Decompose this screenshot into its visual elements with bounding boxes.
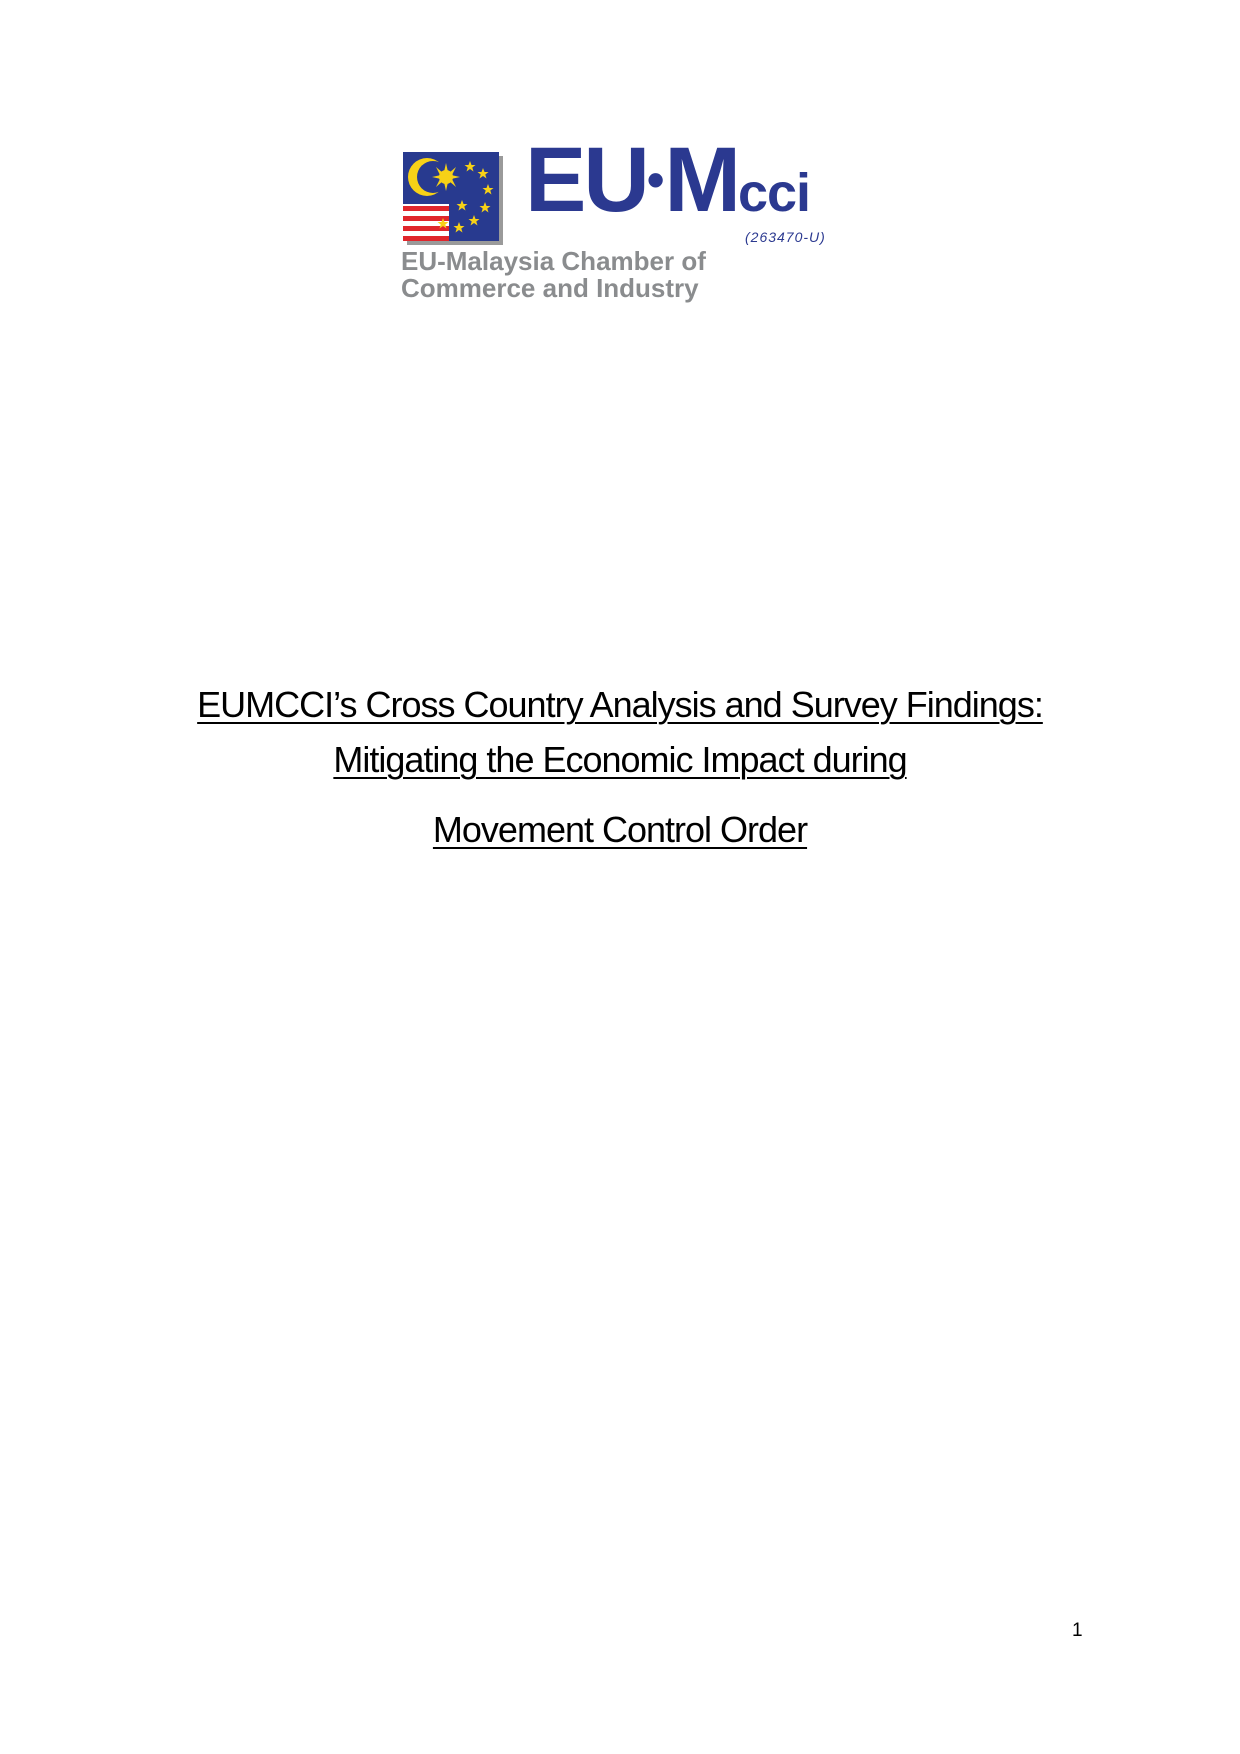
page-number: 1 (1072, 1620, 1083, 1641)
logo-wordmark-m: M (664, 129, 738, 231)
title-line-3-text: Movement Control Order (432, 809, 808, 850)
logo-tagline (401, 248, 706, 302)
logo-wordmark-dot: • (646, 152, 665, 208)
logo-wordmark-cci: cci (737, 163, 811, 223)
eumcci-logo (401, 129, 843, 308)
title-line-3 (0, 809, 1240, 864)
logo-tagline-line1: EU-Malaysia Chamber of (401, 246, 706, 276)
document-title (0, 684, 1240, 864)
title-line-2-text: Mitigating the Economic Impact during (333, 739, 907, 780)
logo-wordmark-eu: EU (525, 129, 647, 231)
title-line-1 (0, 684, 1240, 739)
title-line-1-text: EUMCCI’s Cross Country Analysis and Survey Findings: (197, 684, 1043, 725)
logo-tagline-line2: Commerce and Industry (401, 273, 699, 303)
logo-registration-number: (263470-U) (745, 229, 826, 245)
eu-malaysia-flag-icon (403, 152, 503, 245)
title-line-2 (0, 739, 1240, 809)
logo-wordmark (525, 129, 811, 231)
